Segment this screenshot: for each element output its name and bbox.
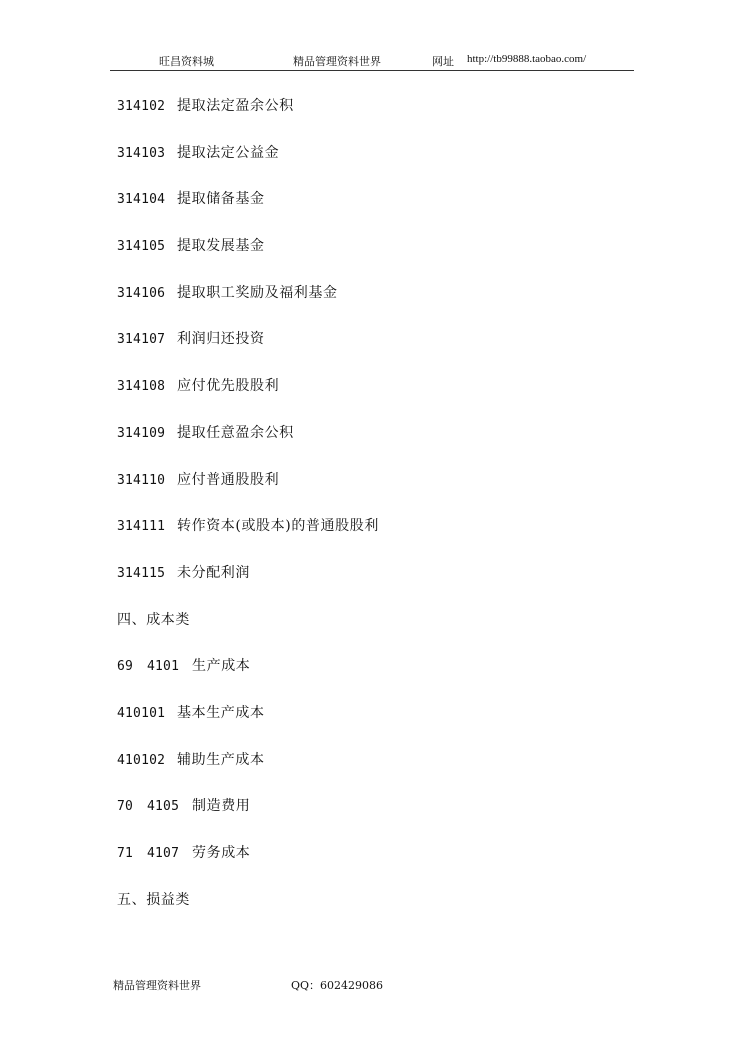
account-name: 转作资本(或股本)的普通股股利 <box>177 518 379 535</box>
account-code: 314115 <box>117 565 166 581</box>
account-code: 410101 <box>117 705 166 721</box>
header-world-name: 精品管理资料世界 <box>293 55 381 68</box>
item-number: 70 <box>117 799 134 815</box>
account-code: 410102 <box>117 752 166 768</box>
list-item <box>117 143 379 190</box>
account-name: 基本生产成本 <box>177 704 265 721</box>
list-item <box>117 329 379 376</box>
account-name: 辅助生产成本 <box>177 751 265 768</box>
account-name: 利润归还投资 <box>177 331 265 348</box>
account-name: 提取法定公益金 <box>177 144 280 161</box>
account-code: 314110 <box>117 472 166 488</box>
section-heading-text: 五、损益类 <box>117 891 190 908</box>
account-code: 314111 <box>117 519 166 535</box>
account-code: 314109 <box>117 425 166 441</box>
list-item <box>117 563 379 610</box>
account-name: 未分配利润 <box>177 564 250 581</box>
account-code: 314108 <box>117 379 166 395</box>
account-name: 生产成本 <box>192 658 251 675</box>
account-code: 314102 <box>117 99 166 114</box>
list-item <box>117 96 379 143</box>
list-item <box>117 796 379 843</box>
account-code: 314106 <box>117 285 166 301</box>
account-code: 4107 <box>147 846 180 861</box>
list-item <box>117 750 379 797</box>
account-code: 4105 <box>147 799 180 815</box>
header-url-link[interactable]: http://tb99888.taobao.com/ <box>467 53 587 65</box>
header-shop-name: 旺昌资料城 <box>159 55 214 68</box>
account-name: 提取发展基金 <box>177 238 265 255</box>
account-code: 314105 <box>117 239 166 255</box>
account-name: 提取储备基金 <box>177 191 265 208</box>
section-heading-text: 四、成本类 <box>117 611 190 628</box>
account-code: 314103 <box>117 145 166 161</box>
list-item <box>117 843 379 890</box>
account-name: 劳务成本 <box>192 845 251 861</box>
list-item <box>117 189 379 236</box>
account-code: 4101 <box>147 659 180 675</box>
account-name: 应付普通股股利 <box>177 471 280 488</box>
list-item <box>117 376 379 423</box>
list-item <box>117 236 379 283</box>
item-number: 69 <box>117 659 134 675</box>
list-item <box>117 656 379 703</box>
header-url-label: 网址 <box>432 55 454 68</box>
account-name: 应付优先股股利 <box>177 378 280 395</box>
account-list <box>117 96 379 936</box>
page-header <box>110 52 634 71</box>
list-item <box>117 283 379 330</box>
account-name: 提取任意盈余公积 <box>177 424 294 441</box>
item-number: 71 <box>117 846 134 861</box>
footer-site-name: 精品管理资料世界 <box>113 979 201 992</box>
section-heading <box>117 890 379 937</box>
account-code: 314107 <box>117 332 166 348</box>
footer-qq: QQ：602429086 <box>291 979 384 992</box>
section-heading <box>117 610 379 657</box>
list-item <box>117 423 379 470</box>
account-name: 提取职工奖励及福利基金 <box>177 284 338 301</box>
list-item <box>117 703 379 750</box>
list-item <box>117 516 379 563</box>
list-item <box>117 470 379 517</box>
account-name: 提取法定盈余公积 <box>177 98 294 114</box>
account-code: 314104 <box>117 192 166 208</box>
account-name: 制造费用 <box>192 798 251 815</box>
